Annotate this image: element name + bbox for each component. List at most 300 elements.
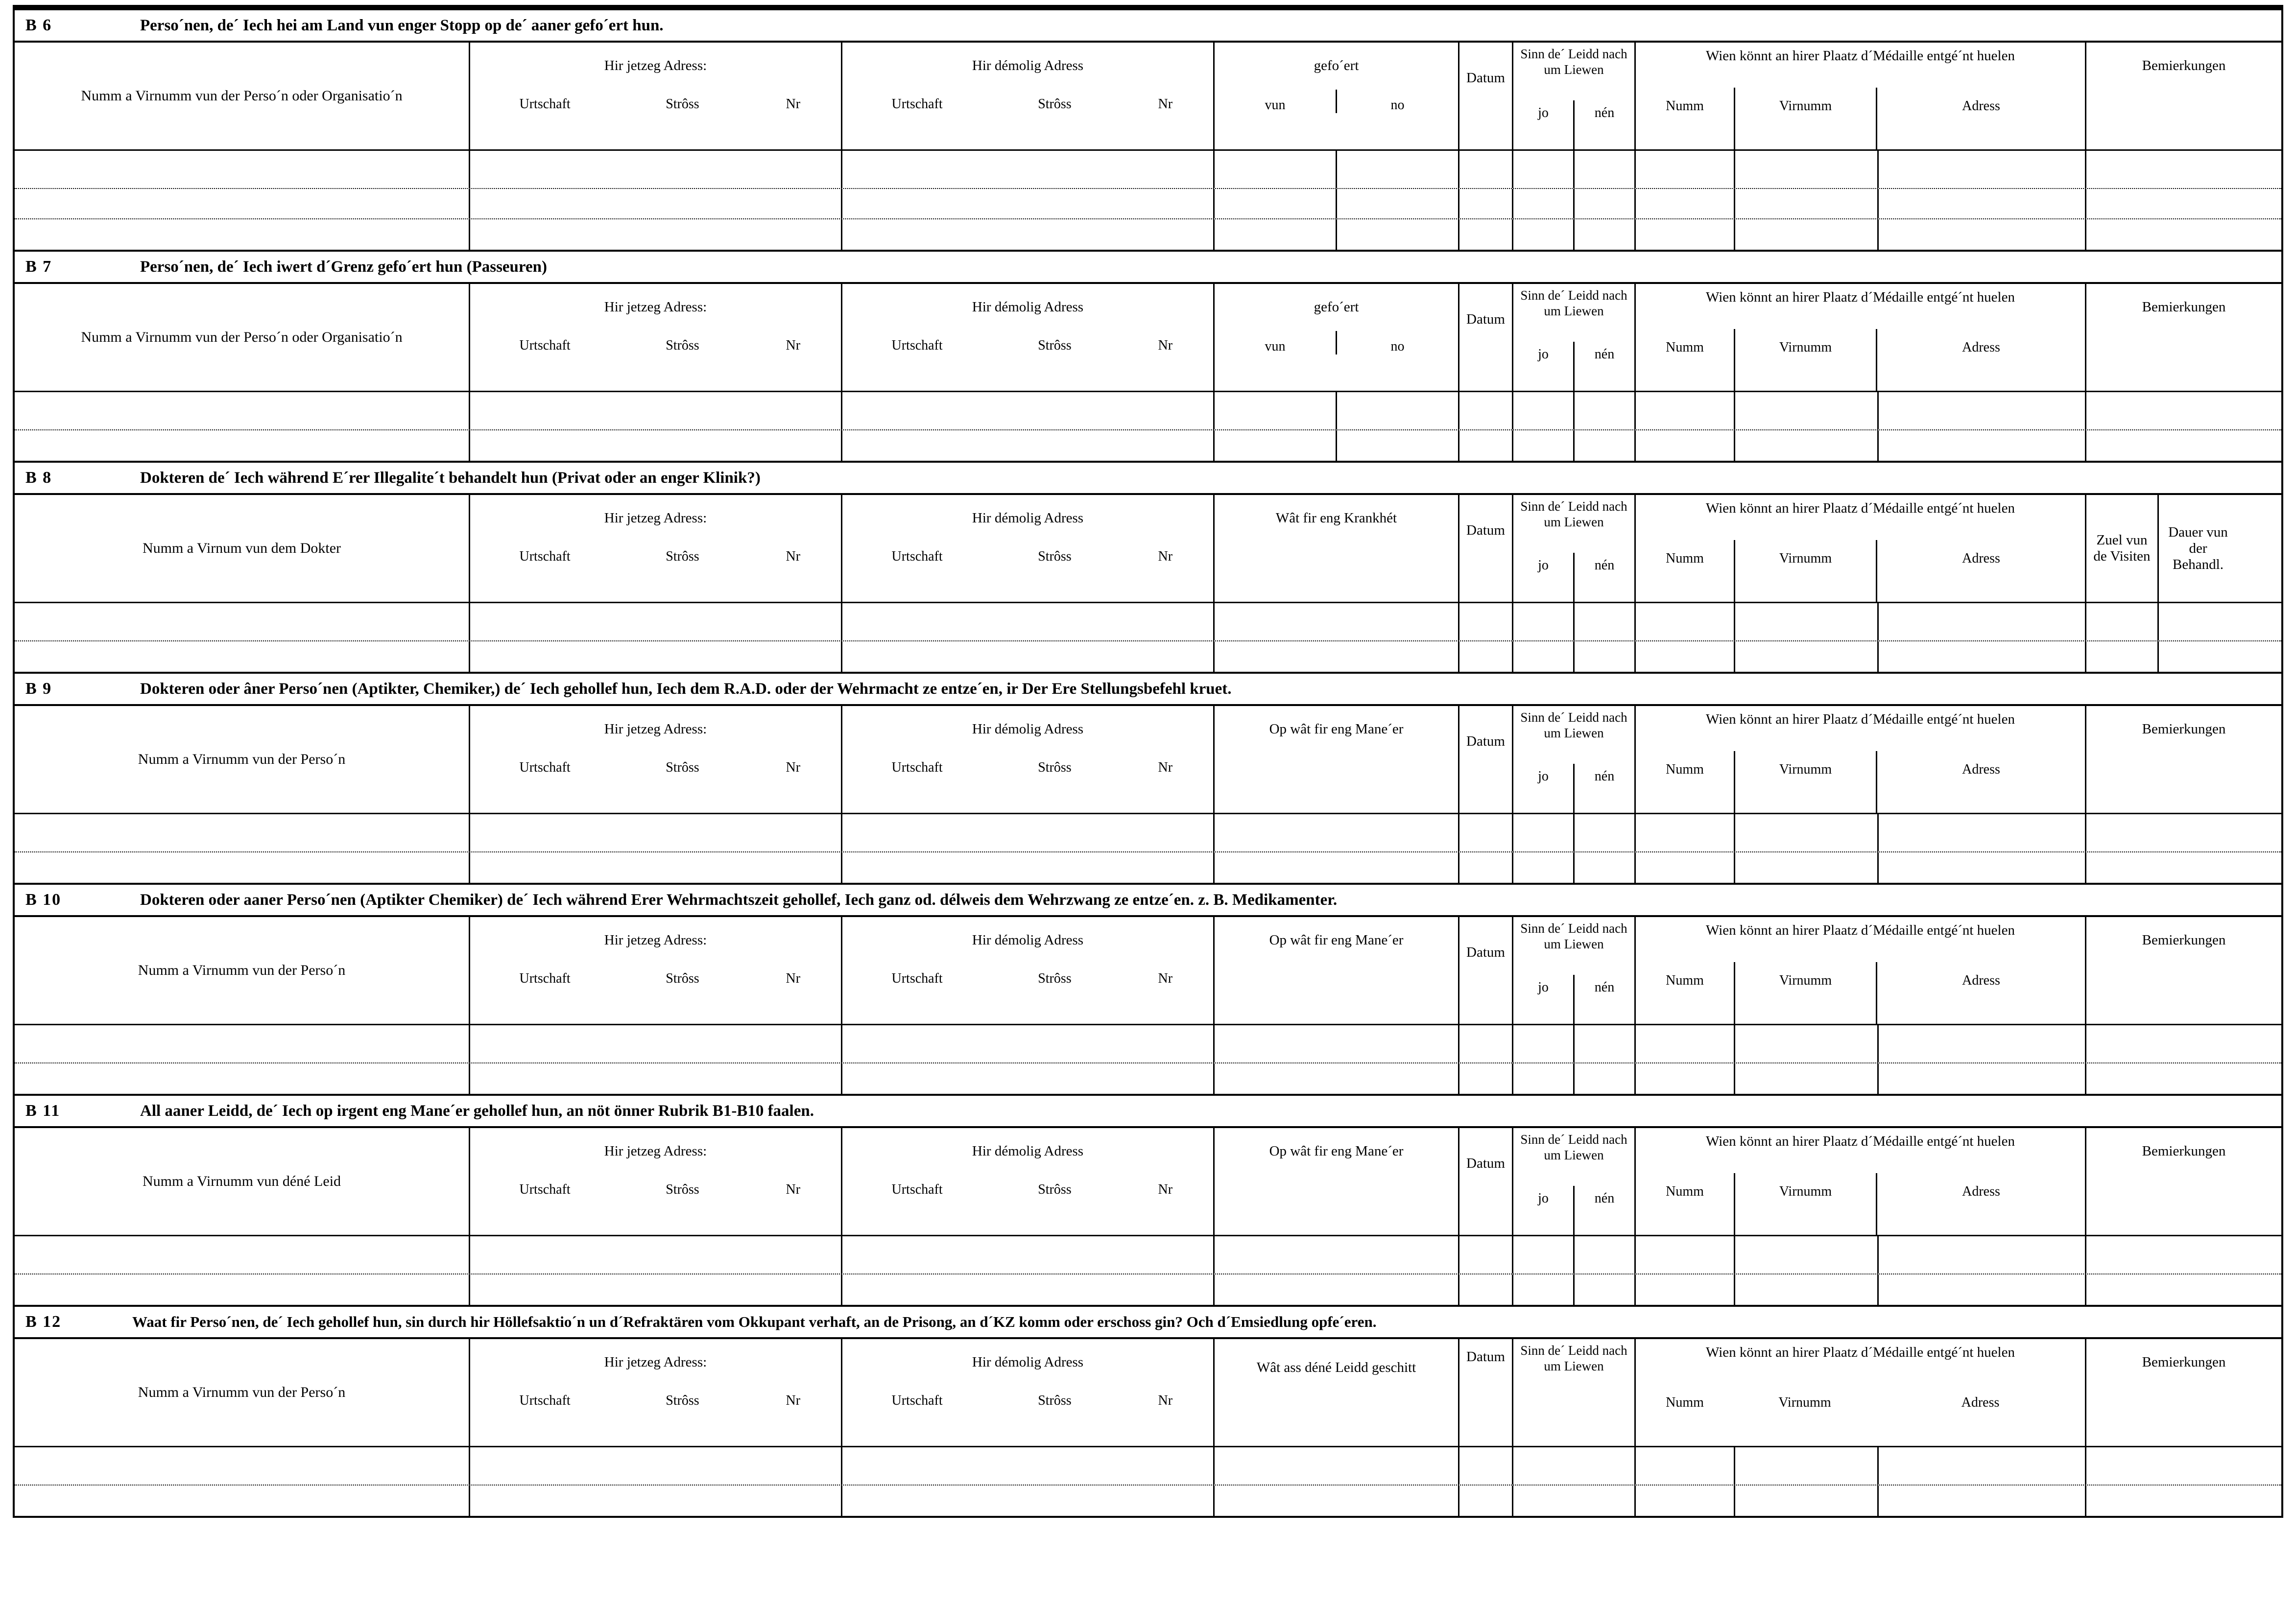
col-address-former-label: Hir démolig Adress — [972, 58, 1084, 74]
col-name-label: Numm a Virnumm vun der Perso´n — [138, 751, 346, 767]
cell-name[interactable] — [15, 392, 470, 429]
cell-address-current[interactable] — [470, 219, 842, 250]
data-rows — [15, 1447, 2281, 1516]
table-row[interactable] — [15, 392, 2281, 430]
sub-urtschaft: Urtschaft — [519, 338, 571, 353]
sub-urtschaft: Urtschaft — [891, 1393, 943, 1408]
cell-address-former[interactable] — [842, 1063, 1215, 1094]
col-address-current — [470, 495, 842, 602]
cell-bemierkungen[interactable] — [2086, 151, 2281, 188]
cell-bemierkungen[interactable] — [2086, 1063, 2281, 1094]
sinn-subcolumns — [1513, 100, 1634, 149]
table-row[interactable] — [15, 430, 2281, 461]
col-address-former-label: Hir démolig Adress — [972, 299, 1084, 315]
col-sinn — [1513, 43, 1636, 149]
col-datum-label: Datum — [1466, 311, 1505, 327]
col-address-current — [470, 43, 842, 149]
section-code: B 12 — [25, 1313, 62, 1331]
cell-address-current[interactable] — [470, 1025, 842, 1062]
sinn-subcolumns — [1513, 1186, 1634, 1235]
sub-nr: Nr — [1158, 1182, 1173, 1197]
cell-dauer-behandlung[interactable] — [2159, 603, 2237, 640]
cell-sinn[interactable] — [1513, 1025, 1636, 1062]
cell-datum[interactable] — [1459, 1447, 1513, 1485]
section-heading: All aaner Leidd, de´ Iech op irgent eng Mane´er gehollef hun, an nöt önner Rubrik B1-B10 faalen. — [140, 1102, 814, 1120]
cell-sinn[interactable] — [1513, 852, 1636, 883]
section-code: B 11 — [25, 1102, 61, 1120]
col-datum — [1459, 495, 1513, 602]
cell-address-former[interactable] — [842, 852, 1215, 883]
cell-name[interactable] — [15, 1025, 470, 1062]
table-row[interactable] — [15, 852, 2281, 883]
col-bemierkungen — [2086, 917, 2281, 1024]
sub-nr: Nr — [786, 338, 801, 353]
middle-subcolumns — [1215, 90, 1458, 149]
cell-bemierkungen[interactable] — [2086, 1025, 2281, 1062]
col-address-former — [842, 284, 1215, 391]
cell-sinn[interactable] — [1513, 151, 1636, 188]
sub-nen: nén — [1573, 1186, 1634, 1235]
cell-name[interactable] — [15, 814, 470, 851]
col-sinn-label: Sinn de´ Leidd nach um Liewen — [1520, 710, 1627, 740]
cell-datum[interactable] — [1459, 1486, 1513, 1516]
cell-wien[interactable] — [1636, 1486, 2086, 1516]
sub-stross: Strôss — [1038, 1393, 1072, 1408]
col-middle-label: Op wât fir eng Mane´er — [1269, 932, 1404, 948]
sub-jo: jo — [1538, 769, 1549, 784]
col-datum-label: Datum — [1466, 733, 1505, 749]
col-middle — [1215, 284, 1459, 391]
cell-address-current[interactable] — [470, 852, 842, 883]
col-middle-label: gefo´ert — [1314, 299, 1359, 315]
data-rows — [15, 1025, 2281, 1094]
cell-address-current[interactable] — [470, 392, 842, 429]
cell-address-former[interactable] — [842, 1274, 1215, 1305]
sub-urtschaft: Urtschaft — [519, 1182, 571, 1197]
sub-jo: jo — [1538, 347, 1549, 362]
cell-sinn[interactable] — [1513, 641, 1636, 672]
col-middle — [1215, 495, 1459, 602]
sub-stross: Strôss — [1038, 549, 1072, 564]
cell-address-current[interactable] — [470, 641, 842, 672]
cell-wien[interactable] — [1636, 1063, 2086, 1094]
table-row[interactable] — [15, 1236, 2281, 1274]
col-name-label: Numm a Virnumm vun der Perso´n oder Organisatio´n — [81, 88, 403, 104]
col-middle-label: Op wât fir eng Mane´er — [1269, 721, 1404, 737]
cell-name[interactable] — [15, 219, 470, 250]
cell-middle[interactable] — [1215, 189, 1459, 218]
cell-sinn[interactable] — [1513, 189, 1636, 218]
col-sinn-label: Sinn de´ Leidd nach um Liewen — [1520, 1132, 1627, 1162]
cell-datum[interactable] — [1459, 603, 1513, 640]
sub-nr: Nr — [786, 1182, 801, 1197]
cell-datum[interactable] — [1459, 1236, 1513, 1274]
data-rows — [15, 392, 2281, 461]
section-title-row — [15, 1096, 2281, 1128]
cell-datum[interactable] — [1459, 392, 1513, 429]
cell-name[interactable] — [15, 1236, 470, 1274]
sub-stross: Strôss — [1038, 760, 1072, 775]
sinn-subcolumns — [1513, 975, 1634, 1024]
sub-nr: Nr — [786, 549, 801, 564]
sub-stross: Strôss — [666, 96, 699, 112]
col-address-former-label: Hir démolig Adress — [972, 932, 1084, 948]
section-b7 — [13, 252, 2283, 463]
cell-name[interactable] — [15, 1274, 470, 1305]
cell-wien[interactable] — [1636, 852, 2086, 883]
cell-datum[interactable] — [1459, 1025, 1513, 1062]
sub-adress: Adress — [1876, 1173, 2085, 1235]
cell-middle[interactable] — [1215, 641, 1459, 672]
table-row[interactable] — [15, 814, 2281, 852]
cell-sinn[interactable] — [1513, 814, 1636, 851]
cell-wien[interactable] — [1636, 189, 2086, 218]
col-middle — [1215, 1128, 1459, 1235]
cell-zuel-visiten[interactable] — [2086, 603, 2159, 640]
col-address-former — [842, 706, 1215, 813]
wien-subcolumns — [1636, 1384, 2085, 1446]
col-middle — [1215, 917, 1459, 1024]
sub-nr: Nr — [786, 760, 801, 775]
cell-address-current[interactable] — [470, 189, 842, 218]
sub-jo: jo — [1538, 558, 1549, 573]
cell-wien[interactable] — [1636, 1447, 2086, 1485]
col-address-current — [470, 284, 842, 391]
col-wien — [1636, 43, 2086, 149]
cell-address-current[interactable] — [470, 1486, 842, 1516]
address-subcolumns — [842, 90, 1213, 139]
col-bemierkungen-label: Bemierkungen — [2142, 1354, 2226, 1370]
cell-wien[interactable] — [1636, 219, 2086, 250]
col-name-label: Numm a Virnum vun dem Dokter — [142, 540, 341, 556]
sub-numm: Numm — [1666, 551, 1704, 566]
cell-middle[interactable] — [1215, 1236, 1459, 1274]
cell-name[interactable] — [15, 1447, 470, 1485]
col-name-label: Numm a Virnumm vun déné Leid — [142, 1173, 341, 1189]
col-name — [15, 284, 470, 391]
sub-numm: Numm — [1666, 973, 1704, 988]
section-heading: Waat fir Perso´nen, de´ Iech gehollef hun, sin durch hir Höllefsaktio´n un d´Refraktären vom Okkupant verhaft, an de Prisong, an d´KZ komm oder erschoss gin? Och d´Emsiedlung opfe´eren. — [132, 1313, 1377, 1330]
cell-bemierkungen[interactable] — [2086, 1486, 2281, 1516]
cell-address-former[interactable] — [842, 603, 1215, 640]
cell-bemierkungen[interactable] — [2086, 392, 2281, 429]
sub-nen: nén — [1573, 764, 1634, 813]
sub-stross: Strôss — [1038, 96, 1072, 112]
cell-sinn[interactable] — [1513, 603, 1636, 640]
col-sinn — [1513, 1128, 1636, 1235]
cell-address-former[interactable] — [842, 189, 1215, 218]
col-name-label: Numm a Virnumm vun der Perso´n — [138, 962, 346, 978]
sub-numm: Numm — [1666, 1395, 1704, 1410]
header-row — [15, 495, 2281, 603]
address-subcolumns — [842, 1386, 1213, 1435]
cell-bemierkungen[interactable] — [2086, 852, 2281, 883]
top-rule — [13, 5, 2283, 8]
cell-wien[interactable] — [1636, 1025, 2086, 1062]
sub-numm: Numm — [1666, 762, 1704, 777]
cell-name[interactable] — [15, 641, 470, 672]
col-address-former-label: Hir démolig Adress — [972, 1354, 1084, 1370]
cell-datum[interactable] — [1459, 189, 1513, 218]
col-sinn-label: Sinn de´ Leidd nach um Liewen — [1520, 47, 1627, 77]
page-bottom-margin — [13, 1518, 2283, 1547]
cell-address-current[interactable] — [470, 1447, 842, 1485]
col-datum — [1459, 917, 1513, 1024]
cell-address-current[interactable] — [470, 430, 842, 461]
col-wien-label: Wien könnt an hirer Plaatz d´Médaille entgé´nt huelen — [1706, 1133, 2015, 1149]
cell-address-current[interactable] — [470, 151, 842, 188]
cell-wien[interactable] — [1636, 151, 2086, 188]
cell-name[interactable] — [15, 603, 470, 640]
sub-nr: Nr — [1158, 549, 1173, 564]
cell-name[interactable] — [15, 1063, 470, 1094]
cell-name[interactable] — [15, 189, 470, 218]
col-address-current-label: Hir jetzeg Adress: — [604, 510, 707, 526]
table-row[interactable] — [15, 1274, 2281, 1305]
col-wien — [1636, 284, 2086, 391]
col-sinn-label: Sinn de´ Leidd nach um Liewen — [1520, 1343, 1627, 1373]
col-name-label: Numm a Virnumm vun der Perso´n oder Organisatio´n — [81, 329, 403, 345]
cell-bemierkungen[interactable] — [2086, 1236, 2281, 1274]
cell-middle[interactable] — [1215, 603, 1459, 640]
cell-zuel-visiten[interactable] — [2086, 641, 2159, 672]
sub-urtschaft: Urtschaft — [519, 96, 571, 112]
section-b9 — [13, 674, 2283, 885]
table-row[interactable] — [15, 603, 2281, 641]
sub-vun: vun — [1265, 97, 1286, 113]
table-row[interactable] — [15, 219, 2281, 250]
sub-jo: jo — [1538, 105, 1549, 120]
cell-datum[interactable] — [1459, 1274, 1513, 1305]
cell-wien[interactable] — [1636, 1274, 2086, 1305]
cell-sinn[interactable] — [1513, 1486, 1636, 1516]
table-row[interactable] — [15, 151, 2281, 189]
cell-middle[interactable] — [1215, 852, 1459, 883]
sub-adress: Adress — [1876, 329, 2085, 391]
section-title-row — [15, 1307, 2281, 1339]
section-b8 — [13, 463, 2283, 674]
wien-subcolumns — [1636, 962, 2085, 1024]
cell-wien[interactable] — [1636, 1236, 2086, 1274]
col-address-former — [842, 1339, 1215, 1446]
col-address-current-label: Hir jetzeg Adress: — [604, 58, 707, 74]
section-b12 — [13, 1307, 2283, 1518]
address-subcolumns — [842, 964, 1213, 1013]
table-row[interactable] — [15, 1486, 2281, 1516]
sinn-subcolumns — [1513, 553, 1634, 602]
cell-wien[interactable] — [1636, 392, 2086, 429]
sinn-subcolumns — [1513, 342, 1634, 391]
cell-dauer-behandlung[interactable] — [2159, 641, 2237, 672]
col-address-current-label: Hir jetzeg Adress: — [604, 1143, 707, 1159]
sub-stross: Strôss — [666, 338, 699, 353]
col-datum — [1459, 43, 1513, 149]
address-subcolumns — [470, 964, 841, 1013]
cell-address-former[interactable] — [842, 151, 1215, 188]
cell-address-current[interactable] — [470, 1236, 842, 1274]
sub-urtschaft: Urtschaft — [519, 971, 571, 986]
cell-bemierkungen[interactable] — [2086, 189, 2281, 218]
cell-bemierkungen[interactable] — [2086, 219, 2281, 250]
col-sinn — [1513, 495, 1636, 602]
cell-sinn[interactable] — [1513, 1236, 1636, 1274]
sub-urtschaft: Urtschaft — [891, 971, 943, 986]
cell-wien[interactable] — [1636, 814, 2086, 851]
cell-address-former[interactable] — [842, 1025, 1215, 1062]
table-row[interactable] — [15, 189, 2281, 219]
cell-wien[interactable] — [1636, 641, 2086, 672]
cell-middle[interactable] — [1215, 151, 1459, 188]
cell-datum[interactable] — [1459, 641, 1513, 672]
cell-bemierkungen[interactable] — [2086, 1274, 2281, 1305]
sub-jo: jo — [1538, 980, 1549, 995]
address-subcolumns — [470, 1175, 841, 1224]
sub-stross: Strôss — [666, 1393, 699, 1408]
cell-address-current[interactable] — [470, 1063, 842, 1094]
col-bemierkungen-label: Bemierkungen — [2142, 299, 2226, 315]
cell-address-former[interactable] — [842, 641, 1215, 672]
cell-address-current[interactable] — [470, 1274, 842, 1305]
cell-address-former[interactable] — [842, 392, 1215, 429]
cell-datum[interactable] — [1459, 852, 1513, 883]
cell-middle[interactable] — [1215, 219, 1459, 250]
cell-middle[interactable] — [1215, 1486, 1459, 1516]
col-datum — [1459, 706, 1513, 813]
cell-address-former[interactable] — [842, 430, 1215, 461]
address-subcolumns — [470, 331, 841, 380]
sub-nr: Nr — [1158, 760, 1173, 775]
col-address-current-label: Hir jetzeg Adress: — [604, 932, 707, 948]
sub-urtschaft: Urtschaft — [891, 96, 943, 112]
sub-stross: Strôss — [666, 760, 699, 775]
cell-middle[interactable] — [1215, 430, 1459, 461]
cell-sinn[interactable] — [1513, 219, 1636, 250]
wien-subcolumns — [1636, 88, 2085, 149]
cell-bemierkungen[interactable] — [2086, 814, 2281, 851]
cell-bemierkungen[interactable] — [2086, 1447, 2281, 1485]
table-row[interactable] — [15, 1025, 2281, 1063]
col-datum-label: Datum — [1466, 1349, 1505, 1365]
cell-sinn[interactable] — [1513, 1447, 1636, 1485]
col-datum-label: Datum — [1466, 944, 1505, 960]
cell-middle[interactable] — [1215, 392, 1459, 429]
cell-address-former[interactable] — [842, 1236, 1215, 1274]
section-heading: Dokteren oder âner Perso´nen (Aptikter, Chemiker,) de´ Iech gehollef hun, Iech dem R.A.D. oder der Wehrmacht ze entze´en, ir Der Ere Stellungsbefehl kruet. — [140, 680, 1232, 698]
cell-datum[interactable] — [1459, 1063, 1513, 1094]
cell-address-former[interactable] — [842, 219, 1215, 250]
cell-wien[interactable] — [1636, 603, 2086, 640]
table-row[interactable] — [15, 1063, 2281, 1094]
section-code: B 10 — [25, 891, 62, 909]
section-code: B 6 — [25, 16, 52, 34]
cell-datum[interactable] — [1459, 151, 1513, 188]
col-bemierkungen-label: Bemierkungen — [2142, 721, 2226, 737]
sub-stross: Strôss — [666, 1182, 699, 1197]
table-row[interactable] — [15, 1447, 2281, 1486]
cell-name[interactable] — [15, 852, 470, 883]
col-wien-label: Wien könnt an hirer Plaatz d´Médaille entgé´nt huelen — [1706, 1345, 2015, 1360]
section-title-row — [15, 10, 2281, 43]
header-row — [15, 706, 2281, 814]
section-title-row — [15, 885, 2281, 917]
section-code: B 7 — [25, 258, 52, 276]
col-bemierkungen-label: Bemierkungen — [2142, 932, 2226, 948]
sub-vun: vun — [1265, 339, 1286, 354]
cell-middle[interactable] — [1215, 814, 1459, 851]
cell-sinn[interactable] — [1513, 1274, 1636, 1305]
col-address-current-label: Hir jetzeg Adress: — [604, 721, 707, 737]
section-heading: Perso´nen, de´ Iech hei am Land vun enger Stopp op de´ aaner gefo´ert hun. — [140, 16, 664, 34]
col-address-current — [470, 706, 842, 813]
col-datum — [1459, 1128, 1513, 1235]
cell-sinn[interactable] — [1513, 392, 1636, 429]
col-sinn-label: Sinn de´ Leidd nach um Liewen — [1520, 288, 1627, 318]
cell-address-former[interactable] — [842, 814, 1215, 851]
sub-urtschaft: Urtschaft — [891, 338, 943, 353]
sub-nr: Nr — [786, 971, 801, 986]
col-address-current-label: Hir jetzeg Adress: — [604, 299, 707, 315]
col-wien-label: Wien könnt an hirer Plaatz d´Médaille entgé´nt huelen — [1706, 500, 2015, 516]
sub-nr: Nr — [786, 1393, 801, 1408]
sub-virnumm: Virnumm — [1734, 962, 1876, 1024]
section-heading: Dokteren de´ Iech während E´rer Illegalite´t behandelt hun (Privat oder an enger Klinik?) — [140, 469, 761, 487]
cell-datum[interactable] — [1459, 814, 1513, 851]
section-b10 — [13, 885, 2283, 1096]
cell-middle[interactable] — [1215, 1063, 1459, 1094]
cell-datum[interactable] — [1459, 430, 1513, 461]
cell-name[interactable] — [15, 151, 470, 188]
sub-numm: Numm — [1666, 1184, 1704, 1199]
cell-middle[interactable] — [1215, 1025, 1459, 1062]
cell-name[interactable] — [15, 430, 470, 461]
cell-datum[interactable] — [1459, 219, 1513, 250]
cell-wien[interactable] — [1636, 430, 2086, 461]
header-row — [15, 1128, 2281, 1236]
sub-numm: Numm — [1666, 340, 1704, 355]
cell-address-current[interactable] — [470, 603, 842, 640]
cell-middle[interactable] — [1215, 1274, 1459, 1305]
cell-address-former[interactable] — [842, 1447, 1215, 1485]
sub-stross: Strôss — [1038, 1182, 1072, 1197]
sub-jo: jo — [1538, 1191, 1549, 1206]
cell-name[interactable] — [15, 1486, 470, 1516]
sub-no: no — [1336, 331, 1458, 354]
cell-address-former[interactable] — [842, 1486, 1215, 1516]
col-middle-label: gefo´ert — [1314, 58, 1359, 74]
col-wien-label: Wien könnt an hirer Plaatz d´Médaille entgé´nt huelen — [1706, 711, 2015, 727]
col-sinn-label: Sinn de´ Leidd nach um Liewen — [1520, 921, 1627, 951]
table-row[interactable] — [15, 641, 2281, 672]
cell-sinn[interactable] — [1513, 430, 1636, 461]
sub-virnumm: Virnumm — [1734, 1173, 1876, 1235]
sub-adress: Adress — [1876, 88, 2085, 149]
cell-middle[interactable] — [1215, 1447, 1459, 1485]
sub-nen: nén — [1573, 342, 1634, 391]
data-rows — [15, 603, 2281, 672]
cell-bemierkungen[interactable] — [2086, 430, 2281, 461]
address-subcolumns — [470, 753, 841, 802]
sub-urtschaft: Urtschaft — [891, 760, 943, 775]
col-wien — [1636, 917, 2086, 1024]
address-subcolumns — [470, 90, 841, 139]
cell-address-current[interactable] — [470, 814, 842, 851]
col-bemierkungen — [2086, 1339, 2281, 1446]
sub-nr: Nr — [1158, 96, 1173, 112]
col-datum-label: Datum — [1466, 70, 1505, 86]
col-sinn — [1513, 706, 1636, 813]
cell-sinn[interactable] — [1513, 1063, 1636, 1094]
sub-urtschaft: Urtschaft — [519, 549, 571, 564]
